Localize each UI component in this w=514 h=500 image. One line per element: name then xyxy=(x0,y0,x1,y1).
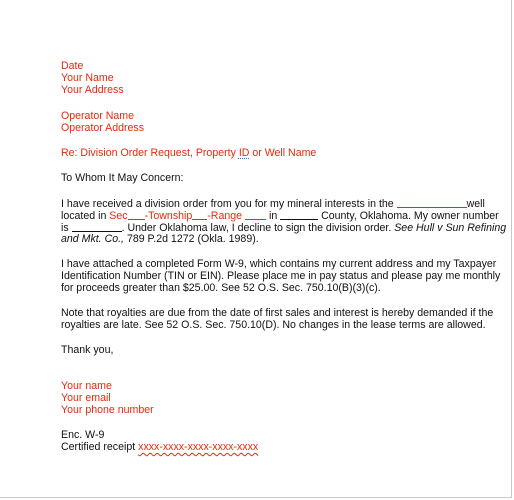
p1-range: -Range xyxy=(207,210,243,222)
sender-name[interactable]: Your Name xyxy=(61,72,114,84)
owner-number-blank xyxy=(72,221,122,232)
sender-address[interactable]: Your Address xyxy=(61,84,124,96)
p1-sec: Sec xyxy=(109,210,128,222)
p1-township: -Township xyxy=(144,210,193,222)
paragraph3-line1[interactable]: Note that royalties are due from the date of first sales and interest is hereby demanded if the xyxy=(61,307,494,319)
township-blank xyxy=(192,209,207,220)
p1-in: in xyxy=(266,210,281,222)
subject-line[interactable] xyxy=(61,147,316,159)
p1-located: located in xyxy=(61,210,110,222)
p1-county: County, Oklahoma. My owner number xyxy=(318,210,499,222)
certified-receipt-line[interactable] xyxy=(61,441,258,453)
paragraph2-line2[interactable]: Identification Number (TIN or EIN). Please place me in pay status and please pay me monthly xyxy=(61,270,501,282)
certified-label: Certified receipt xyxy=(61,441,139,453)
county-blank xyxy=(280,209,318,220)
operator-name[interactable]: Operator Name xyxy=(61,110,135,122)
paragraph2-line1[interactable]: I have attached a completed Form W-9, which contains my current address and my Taxpayer xyxy=(61,258,497,270)
well-name-blank xyxy=(397,197,467,208)
subject-prefix: Re: Division Order Request, Property xyxy=(61,147,239,159)
p1-citation: 789 P.2d 1272 (Okla. 1989). xyxy=(124,233,259,245)
signature-name[interactable]: Your name xyxy=(61,380,112,392)
range-blank xyxy=(245,209,266,220)
p1-is: is xyxy=(61,222,72,234)
p1-text-start: I have received a division order from you for my mineral interests in the xyxy=(61,198,397,210)
signature-email[interactable]: Your email xyxy=(61,392,111,404)
enclosure-w9[interactable]: Enc. W-9 xyxy=(61,429,105,441)
paragraph3-line2[interactable]: royalties are late. See 52 O.S. Sec. 750.10(D). No changes in the lease terms are allowed. xyxy=(61,319,486,331)
sec-blank xyxy=(128,209,145,220)
signature-phone[interactable]: Your phone number xyxy=(61,404,154,416)
sender-date[interactable]: Date xyxy=(61,60,84,72)
p1-case-italic: and Mkt. Co., xyxy=(61,233,124,245)
paragraph2-line3[interactable]: for proceeds greater than $25.00. See 52 O.S. Sec. 750.10(B)(3)(c). xyxy=(61,282,381,294)
closing[interactable]: Thank you, xyxy=(61,344,114,356)
p1-see-hull: See Hull v Sun Refining xyxy=(394,222,507,234)
operator-address[interactable]: Operator Address xyxy=(61,122,145,134)
certified-number: xxxx-xxxx-xxxx-xxxx-xxxx xyxy=(138,441,259,453)
subject-suffix: or Well Name xyxy=(249,147,317,159)
p1-decline: . Under Oklahoma law, I decline to sign the division order. xyxy=(121,222,395,234)
paragraph1-line4[interactable] xyxy=(61,233,259,245)
subject-id: ID xyxy=(238,147,250,159)
p1-text-well: well xyxy=(466,198,485,210)
salutation[interactable]: To Whom It May Concern: xyxy=(61,172,184,184)
